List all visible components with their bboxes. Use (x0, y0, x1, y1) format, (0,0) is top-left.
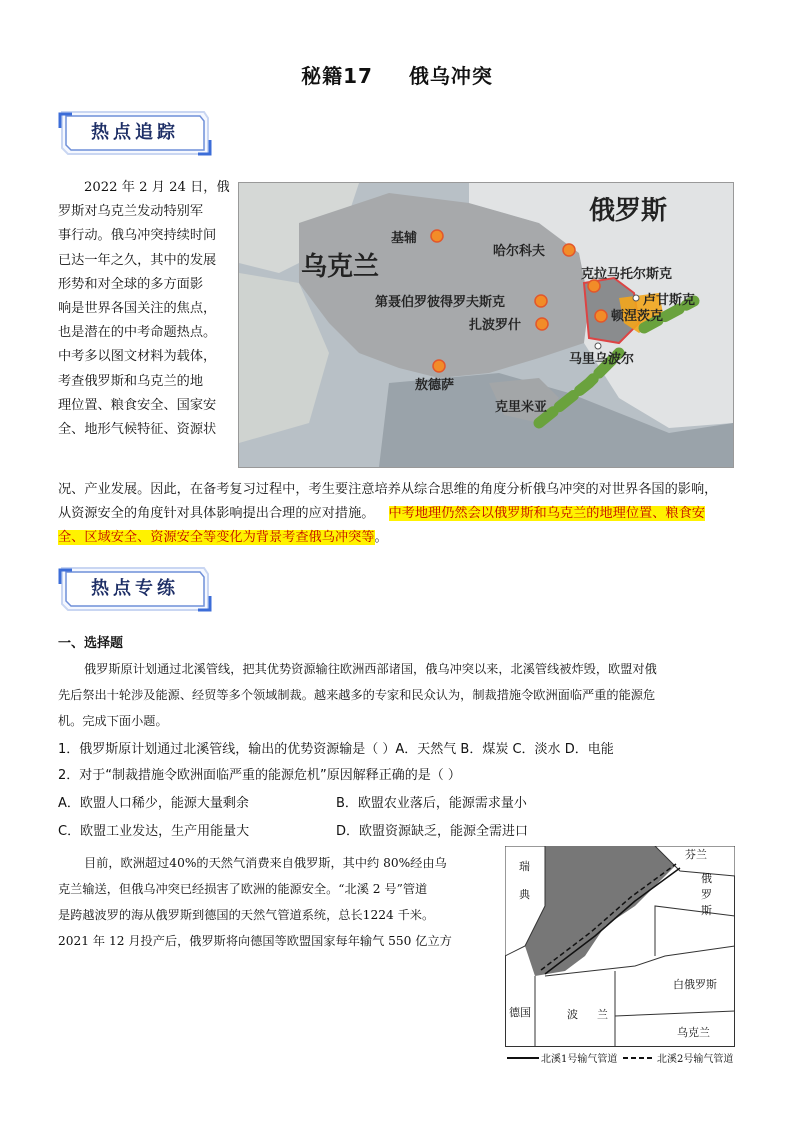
map-label-kramatorsk: 克拉马托尔斯克 (581, 267, 673, 282)
map-label-zaporizhzhia: 扎波罗什 (469, 318, 522, 333)
material-line: 2021 年 12 月投产后，俄罗斯将向德国等欧盟国家每年输气 550 亿立方 (58, 934, 452, 948)
material-line: 是跨越波罗的海从俄罗斯到德国的天然气管道系统，总长1224 千米。 (58, 908, 435, 922)
map-label-dnipro: 第聂伯罗彼得罗夫斯克 (375, 295, 506, 310)
intro-highlight: 全、区域安全、资源安全等变化为背景考查俄乌冲突等 (58, 530, 375, 546)
intro-end-punct: 。 (374, 530, 388, 546)
question-2-option-d[interactable]: D．欧盟资源缺乏，能源全需进口 (336, 824, 529, 839)
title-code: 秘籍17 (301, 64, 373, 88)
question-2-option-b[interactable]: B．欧盟农业落后，能源需求量小 (336, 796, 527, 811)
map2-label-poland-2: 兰 (597, 1008, 608, 1021)
legend-nord-stream-1: 北溪1号输气管道 (541, 1054, 618, 1065)
intro-line: 罗斯对乌克兰发动特别军 (58, 204, 204, 220)
nord-stream-map (505, 846, 735, 1066)
material-line: 机。完成下面小题。 (58, 714, 168, 728)
page-title (0, 60, 794, 89)
material-line: 俄罗斯原计划通过北溪管线，把其优势资源输往欧洲西部诸国，俄乌冲突以来，北溪管线被炸毁，欧盟对俄 (84, 662, 657, 676)
map2-label-russia-1: 俄 (701, 872, 712, 885)
intro-line: 中考多以图文材料为载体， (58, 349, 217, 365)
map2-label-germany: 德国 (509, 1006, 531, 1019)
material-paragraph-2 (58, 850, 498, 954)
intro-line: 也是潜在的中考命题热点。 (58, 325, 217, 341)
intro-full-line: 况、产业发展。因此，在备考复习过程中，考生要注意培养从综合思维的角度分析俄乌冲突的对世界各国的影响， (58, 482, 718, 497)
legend-nord-stream-2: 北溪2号输气管道 (657, 1054, 734, 1065)
section-banner-hot-tracking (58, 108, 212, 158)
question-2-option-a[interactable]: A．欧盟人口稀少，能源大量剩余 (58, 796, 249, 811)
map-label-kyiv: 基辅 (391, 231, 418, 246)
question-2-stem: 2．对于“制裁措施令欧洲面临严重的能源危机”原因解释正确的是（ ） (58, 768, 461, 783)
material-paragraph-1 (58, 656, 748, 734)
intro-tail-line (58, 502, 748, 526)
map-label-odesa: 敖德萨 (415, 378, 455, 393)
intro-highlight: 中考地理仍然会以俄罗斯和乌克兰的地理位置、粮食安 (388, 506, 705, 522)
intro-line: 考查俄罗斯和乌克兰的地 (58, 373, 204, 389)
map2-label-russia-2: 罗 (701, 888, 712, 901)
map-label-mariupol: 马里乌波尔 (569, 352, 635, 367)
intro-line: 响是世界各国关注的焦点， (58, 301, 217, 317)
map2-label-sweden-1: 瑞 (519, 860, 530, 873)
material-line: 先后祭出十轮涉及能源、经贸等多个领域制裁。越来越多的专家和民众认为，制裁措施令欧洲面临严重的能源危 (58, 688, 656, 702)
map2-label-poland-1: 波 (567, 1008, 578, 1021)
section-label: 热点专练 (91, 578, 179, 599)
intro-line: 理位置、粮食安全、国家安 (58, 397, 217, 413)
intro-paragraph (58, 176, 238, 442)
section-banner-hot-practice (58, 564, 212, 614)
intro-highlight-line (58, 526, 748, 550)
intro-continuation (58, 478, 748, 551)
map-label-luhansk: 卢甘斯克 (643, 293, 696, 308)
map2-label-sweden-2: 典 (519, 888, 530, 901)
section-label: 热点追踪 (91, 122, 179, 143)
intro-line: 事行动。俄乌冲突持续时间 (58, 228, 217, 244)
question-2-option-c[interactable]: C．欧盟工业发达，生产用能量大 (58, 824, 250, 839)
intro-tail-plain: 从资源安全的角度针对具体影响提出合理的应对措施。 (58, 506, 375, 522)
material-line: 目前，欧洲超过40%的天然气消费来自俄罗斯，其中约 80%经由乌 (84, 856, 447, 870)
map2-label-finland: 芬兰 (685, 848, 707, 861)
map2-label-russia-3: 斯 (701, 904, 712, 917)
title-name: 俄乌冲突 (408, 64, 493, 88)
intro-line: 2022 年 2 月 24 日，俄 (84, 180, 230, 195)
ukraine-conflict-map (238, 182, 734, 468)
map-label-crimea: 克里米亚 (495, 400, 548, 415)
question-1: 1．俄罗斯原计划通过北溪管线，输出的优势资源输是（ ）A．天然气 B．煤炭 C．淡水 D．电能 (58, 742, 614, 757)
intro-line: 全、地形气候特征、资源状 (58, 422, 217, 438)
map-label-kharkiv: 哈尔科夫 (493, 244, 546, 259)
part-heading: 一、选择题 (58, 636, 124, 651)
map2-label-ukraine: 乌克兰 (677, 1026, 710, 1039)
intro-line: 形势和对全球的多方面影 (58, 276, 204, 292)
nord-stream-map-graphic (505, 846, 735, 1066)
ukraine-map-graphic (239, 183, 733, 467)
map2-label-belarus: 白俄罗斯 (673, 978, 717, 991)
map-label-ukraine: 乌克兰 (301, 252, 380, 282)
material-line: 克兰输送，但俄乌冲突已经损害了欧洲的能源安全。“北溪 2 号”管道 (58, 882, 428, 896)
map-label-donetsk: 顿涅茨克 (611, 309, 664, 324)
intro-line: 已达一年之久，其中的发展 (58, 252, 217, 268)
map-label-russia: 俄罗斯 (589, 196, 668, 226)
